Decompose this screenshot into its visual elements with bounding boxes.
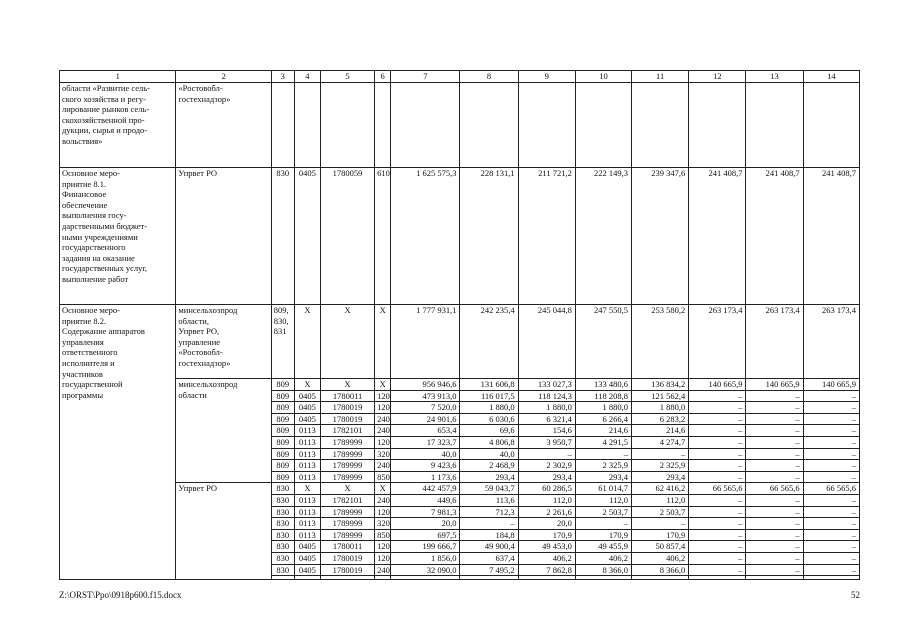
table-cell: – [803,471,859,483]
table-cell: 6 283,2 [632,413,689,425]
table-cell: – [803,529,859,541]
table-cell: 850 [375,529,391,541]
table-cell: 830 [271,483,294,495]
table-cell: 830 [271,541,294,553]
table-cell: – [803,402,859,414]
table-cell: 60 286,5 [518,483,575,495]
table-cell: 2 261,6 [518,506,575,518]
table-cell: 1789999 [320,518,374,530]
column-header: 14 [803,71,859,83]
table-cell: 1780011 [320,390,374,402]
table-cell: – [803,518,859,530]
table-cell: 1789999 [320,529,374,541]
table-cell: 140 665,9 [746,379,803,391]
table-cell [320,576,374,580]
column-header: 2 [176,71,271,83]
table-cell: 293,4 [575,471,631,483]
table-cell: 120 [375,402,391,414]
table-cell: – [689,471,746,483]
table-cell: 1782101 [320,494,374,506]
table-cell: 214,6 [632,425,689,437]
table-cell: 1780019 [320,552,374,564]
table-cell: – [746,390,803,402]
table-cell: 120 [375,541,391,553]
table-cell: 830 [271,506,294,518]
executor-name: «Ростовобл- гостехнадзор» [176,83,271,168]
table-cell: 239 347,6 [632,168,689,305]
table-cell: 2 503,7 [575,506,631,518]
table-cell: 1789999 [320,471,374,483]
table-cell: 0113 [294,436,320,448]
table-cell: 2 503,7 [632,506,689,518]
table-cell: – [803,413,859,425]
table-cell: 956 946,6 [391,379,460,391]
table-cell: 830 [271,552,294,564]
table-cell: 653,4 [391,425,460,437]
table-cell: 830 [271,168,294,305]
table-cell: 2 325,9 [575,460,631,472]
table-cell: 3 950,7 [518,436,575,448]
table-cell: 133 480,6 [575,379,631,391]
table-cell: X [320,483,374,495]
table-cell: 2 468,9 [460,460,518,472]
table-cell: 49 453,0 [518,541,575,553]
table-cell: 0405 [294,402,320,414]
table-cell: 214,6 [575,425,631,437]
table-cell: 1782101 [320,425,374,437]
table-cell: 712,3 [460,506,518,518]
table-cell: 850 [375,471,391,483]
executor-name: минсельхозпрод области [176,379,271,483]
table-cell [575,576,631,580]
table-cell [689,83,746,168]
table-cell: 1789999 [320,460,374,472]
table-cell: – [746,460,803,472]
table-cell: 1780011 [320,541,374,553]
table-cell: 473 913,0 [391,390,460,402]
table-cell [271,576,294,580]
table-cell: 0113 [294,471,320,483]
table-cell: 406,2 [575,552,631,564]
table-cell: 809 [271,448,294,460]
table-cell: 0113 [294,460,320,472]
table-cell: 442 457,9 [391,483,460,495]
table-cell: 199 666,7 [391,541,460,553]
table-cell: – [689,552,746,564]
table-cell: 49 900,4 [460,541,518,553]
table-cell: X [375,483,391,495]
table-cell: 406,2 [518,552,575,564]
table-cell: 320 [375,518,391,530]
table-cell: 1 880,0 [518,402,575,414]
table-cell: X [294,379,320,391]
table-cell: – [746,471,803,483]
table-cell: – [746,529,803,541]
table-cell: 120 [375,436,391,448]
table-cell [746,576,803,580]
table-cell: 140 665,9 [803,379,859,391]
executor-name: Упрвет РО [176,168,271,305]
table-cell [271,83,294,168]
table-cell: 809 [271,413,294,425]
table-cell [518,83,575,168]
table-cell: 1789999 [320,506,374,518]
table-cell: 809 [271,390,294,402]
table-cell: 61 014,7 [575,483,631,495]
table-cell: 240 [375,564,391,576]
table-cell: – [689,506,746,518]
table-cell: – [746,436,803,448]
table-cell: 118 124,3 [518,390,575,402]
table-cell: – [632,448,689,460]
table-cell: 66 565,6 [803,483,859,495]
table-cell: 116 017,5 [460,390,518,402]
table-cell: 293,4 [460,471,518,483]
table-cell: 222 149,3 [575,168,631,305]
table-cell: 120 [375,552,391,564]
table-cell: 112,0 [575,494,631,506]
file-path: Z:\ORST\Ppo\0918p600.f15.docx [59,590,182,600]
table-header-row [60,71,860,83]
table-cell: – [689,436,746,448]
table-cell: – [689,460,746,472]
table-cell [460,576,518,580]
table-cell: 32 090,0 [391,564,460,576]
table-cell: 241 408,7 [689,168,746,305]
table-cell: 1789999 [320,436,374,448]
table-cell [391,576,460,580]
table-cell: 637,4 [460,552,518,564]
table-cell: – [746,425,803,437]
table-cell: 0405 [294,541,320,553]
column-header: 1 [60,71,176,83]
table-cell: 0113 [294,518,320,530]
table-cell: – [746,518,803,530]
table-cell: – [746,494,803,506]
table-cell: – [746,552,803,564]
table-cell: 228 131,1 [460,168,518,305]
table-cell: – [689,494,746,506]
table-cell: 0405 [294,413,320,425]
table-cell: 40,0 [460,448,518,460]
table-cell: 830 [271,518,294,530]
table-cell: 59 043,7 [460,483,518,495]
table-cell: – [803,564,859,576]
table-cell: 9 423,6 [391,460,460,472]
table-cell: 69,6 [460,425,518,437]
table-cell: 610 [375,168,391,305]
table-cell: 241 408,7 [803,168,859,305]
table-cell: 240 [375,460,391,472]
table-cell: 136 834,2 [632,379,689,391]
table-cell: 49 455,9 [575,541,631,553]
table-cell: – [689,448,746,460]
table-cell: 293,4 [632,471,689,483]
table-cell: 6 321,4 [518,413,575,425]
table-cell: 20,0 [391,518,460,530]
table-cell: 809 [271,436,294,448]
table-cell: 211 721,2 [518,168,575,305]
column-header: 12 [689,71,746,83]
table-cell: 1 625 575,3 [391,168,460,305]
table-cell: 240 [375,425,391,437]
table-cell: 1 880,0 [575,402,631,414]
column-header: 4 [294,71,320,83]
table-cell: 0113 [294,529,320,541]
table-cell: 0405 [294,168,320,305]
table-cell: 17 323,7 [391,436,460,448]
table-cell: – [746,541,803,553]
table-cell: X [375,379,391,391]
table-cell: – [803,460,859,472]
table-cell: 154,6 [518,425,575,437]
table-cell: 247 550,5 [575,305,631,379]
table-cell: 1 173,6 [391,471,460,483]
table-cell: 263 173,4 [689,305,746,379]
table-cell: 0113 [294,506,320,518]
table-cell: 6 266,4 [575,413,631,425]
table-cell: 2 302,9 [518,460,575,472]
table-cell: 0113 [294,494,320,506]
table-cell: 170,9 [518,529,575,541]
table-cell [746,83,803,168]
table-row [60,379,860,391]
table-cell: 66 565,6 [689,483,746,495]
table-cell: 7 495,2 [460,564,518,576]
column-header: 11 [632,71,689,83]
table-cell: 263 173,4 [803,305,859,379]
table-cell [375,576,391,580]
table-cell: X [294,483,320,495]
table-cell: 830 [271,494,294,506]
table-cell [320,83,374,168]
table-cell: 253 580,2 [632,305,689,379]
table-cell: 809, 830, 831 [271,305,294,379]
table-cell [803,576,859,580]
table-cell: – [689,518,746,530]
table-cell: – [460,518,518,530]
measure-name: области «Развитие сель- ского хозяйства и регу- лирование рынков сель- скохозяйственной про- дукции, сырья и продо- вольствия» [60,83,176,168]
table-cell: 170,9 [575,529,631,541]
table-cell: 40,0 [391,448,460,460]
table-cell: 241 408,7 [746,168,803,305]
table-cell: 8 366,0 [632,564,689,576]
table-cell: 66 565,6 [746,483,803,495]
table-row [60,168,860,305]
table-cell [632,83,689,168]
table-cell: 20,0 [518,518,575,530]
table-cell: – [575,518,631,530]
table-cell: 4 291,5 [575,436,631,448]
table-cell: 1780019 [320,402,374,414]
column-header: 8 [460,71,518,83]
table-cell: 830 [271,529,294,541]
table-cell: 8 366,0 [575,564,631,576]
table-cell: 0405 [294,564,320,576]
table-cell [575,83,631,168]
table-cell: 406,2 [632,552,689,564]
page-number: 52 [851,590,860,600]
table-cell: 112,0 [518,494,575,506]
table-cell: 1 880,0 [460,402,518,414]
column-header: 6 [375,71,391,83]
table-cell: 7 862,8 [518,564,575,576]
table-cell: – [746,448,803,460]
table-cell: 131 606,8 [460,379,518,391]
table-cell: 170,9 [632,529,689,541]
table-cell: – [689,390,746,402]
table-cell: – [803,436,859,448]
table-cell [803,83,859,168]
table-cell: 1789999 [320,448,374,460]
table-cell: 24 901,6 [391,413,460,425]
table-cell: 184,8 [460,529,518,541]
table-cell: X [294,305,320,379]
table-cell: 1780019 [320,413,374,425]
table-cell: 4 274,7 [632,436,689,448]
table-cell: – [746,413,803,425]
table-cell: 242 235,4 [460,305,518,379]
table-cell: 320 [375,448,391,460]
table-cell [391,83,460,168]
table-cell: – [803,552,859,564]
column-header: 3 [271,71,294,83]
table-cell: 240 [375,494,391,506]
table-cell: – [746,402,803,414]
measure-name: Основное меро- приятие 8.1. Финансовое обеспечение выполнения госу- дарственными бюджет- ными учреждениями государственного задания на оказание государственных услуг, выполнение работ [60,168,176,305]
column-header: 10 [575,71,631,83]
measure-name: Основное меро- приятие 8.2. Содержание аппаратов управления ответственного исполнителя и участников государственной программы [60,305,176,580]
table-cell: – [575,448,631,460]
column-header: 7 [391,71,460,83]
table-cell: 240 [375,413,391,425]
table-cell: 263 173,4 [746,305,803,379]
table-cell: 293,4 [518,471,575,483]
table-cell: 7 520,0 [391,402,460,414]
executor-name: Упрвет РО [176,483,271,580]
column-header: 9 [518,71,575,83]
table-cell: – [746,506,803,518]
table-cell: 6 030,6 [460,413,518,425]
table-cell: 0405 [294,390,320,402]
table-cell: X [320,305,374,379]
table-cell: 809 [271,402,294,414]
table-cell: – [518,448,575,460]
table-cell: 7 981,3 [391,506,460,518]
table-cell [689,576,746,580]
table-cell: X [375,305,391,379]
table-cell: 1 880,0 [632,402,689,414]
table-cell: 809 [271,471,294,483]
table-cell: – [689,541,746,553]
table-cell: 120 [375,506,391,518]
table-cell: 2 325,9 [632,460,689,472]
table-cell: 133 027,3 [518,379,575,391]
table-cell: 809 [271,425,294,437]
table-cell: – [803,425,859,437]
column-header: 5 [320,71,374,83]
table-cell: 1 777 931,1 [391,305,460,379]
table-cell: 140 665,9 [689,379,746,391]
table-cell: 112,0 [632,494,689,506]
table-cell: – [803,541,859,553]
table-cell [518,576,575,580]
table-cell: 1780019 [320,564,374,576]
table-cell: 113,6 [460,494,518,506]
table-body [60,71,860,580]
table-cell [375,83,391,168]
table-cell: 697,5 [391,529,460,541]
table-cell: – [803,506,859,518]
table-cell: 0113 [294,425,320,437]
table-cell [632,576,689,580]
table-cell: 120 [375,390,391,402]
column-header: 13 [746,71,803,83]
table-cell: – [803,390,859,402]
table-cell: – [803,448,859,460]
table-cell: – [689,402,746,414]
executor-name: минсельхозпрод области, Упрвет РО, управление «Ростовобл- гостехнадзор» [176,305,271,379]
table-cell: – [689,564,746,576]
table-cell: – [746,564,803,576]
table-cell: – [689,413,746,425]
table-row [60,305,860,379]
table-cell: 245 044,8 [518,305,575,379]
table-cell: 118 208,8 [575,390,631,402]
table-row [60,83,860,168]
table-cell: 1780059 [320,168,374,305]
table-cell [460,83,518,168]
table-cell: 121 562,4 [632,390,689,402]
table-cell: 0113 [294,448,320,460]
budget-table [59,70,860,580]
table-cell: – [689,425,746,437]
table-cell: 4 806,8 [460,436,518,448]
table-cell: 809 [271,379,294,391]
table-cell: 830 [271,564,294,576]
table-cell: – [689,529,746,541]
table-cell: – [803,494,859,506]
table-cell: 1 856,0 [391,552,460,564]
table-cell: 449,6 [391,494,460,506]
table-cell [294,576,320,580]
table-cell: X [320,379,374,391]
table-cell: 62 416,2 [632,483,689,495]
table-cell [294,83,320,168]
table-cell: 50 857,4 [632,541,689,553]
table-cell: 0405 [294,552,320,564]
table-cell: – [632,518,689,530]
table-cell: 809 [271,460,294,472]
table-row [60,483,860,495]
